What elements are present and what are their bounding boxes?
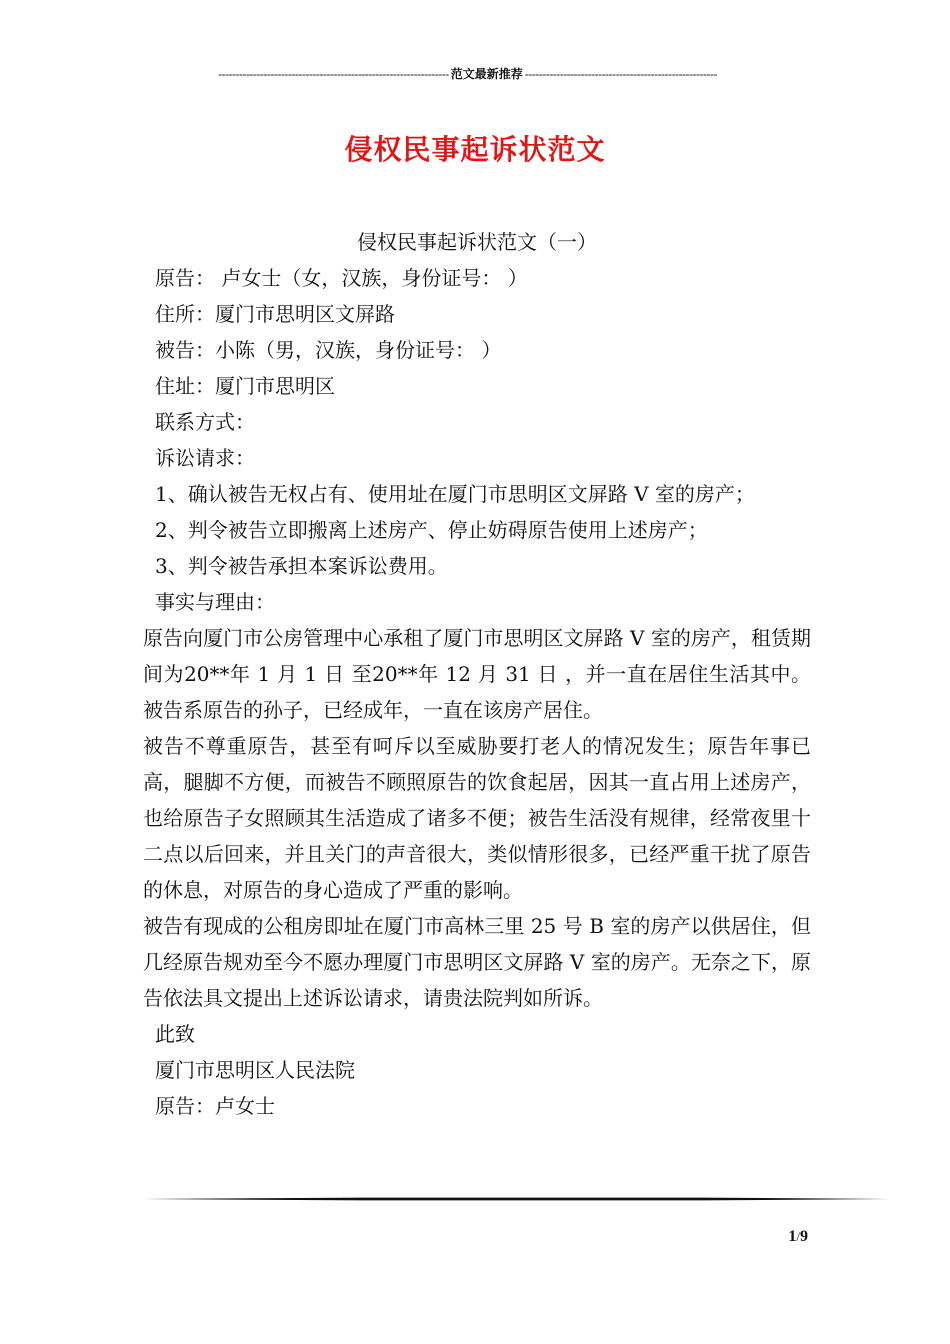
page-separator: / — [796, 1229, 800, 1244]
page-current: 1 — [788, 1228, 797, 1245]
defendant-address-line: 住址：厦门市思明区 — [155, 374, 335, 398]
facts-paragraph: 被告不尊重原告，甚至有呵斥以至威胁要打老人的情况发生；原告年事已高，腿脚不方便，而被告不顾照原告的饮食起居，因其一直占用上述房产，也给原告子女照顾其生活造成了诸多不便；被告生活没有规律，经常夜里十二点以后回来，并且关门的声音很大，类似情形很多，已经严重干扰了原告的休息，对原告的身心造成了严重的影响。 — [143, 734, 811, 902]
plaintiff-signature-line: 原告：卢女士 — [155, 1094, 275, 1118]
document-body — [143, 224, 811, 1124]
plaintiff-line: 原告： 卢女士（女，汉族，身份证号： ） — [155, 266, 528, 290]
page-header — [145, 66, 790, 82]
facts-paragraph: 原告向厦门市公房管理中心承租了厦门市思明区文屏路 V 室的房产，租赁期间为20**年 1 月 1 日 至20**年 12 月 31 日 ，并一直在居住生活其中。被告系原告的孙子，已经成年，一直在该房产居住。 — [143, 626, 811, 722]
claim-item: 3、判令被告承担本案诉讼费用。 — [155, 554, 448, 578]
closing-salutation: 此致 — [155, 1022, 195, 1046]
defendant-line: 被告：小陈（男，汉族，身份证号： ） — [155, 338, 502, 362]
plaintiff-address-line: 住所：厦门市思明区文屏路 — [155, 302, 395, 326]
contact-line: 联系方式： — [155, 410, 255, 434]
claim-item: 2、判令被告立即搬离上述房产、停止妨碍原告使用上述房产； — [155, 518, 708, 542]
facts-heading: 事实与理由： — [155, 590, 275, 614]
claim-item: 1、确认被告无权占有、使用址在厦门市思明区文屏路 V 室的房产； — [155, 482, 755, 506]
page-number — [740, 1228, 808, 1246]
header-label: 范文最新推荐 — [450, 67, 523, 81]
footer-divider — [143, 1196, 890, 1202]
court-name: 厦门市思明区人民法院 — [155, 1058, 355, 1082]
facts-paragraph: 被告有现成的公租房即址在厦门市高林三里 25 号 B 室的房产以供居住，但几经原告规劝至今不愿办理厦门市思明区文屏路 V 室的房产。无奈之下，原告依法具文提出上述诉讼请求，请贵法院判如所诉。 — [143, 914, 811, 1010]
header-dashes-right: ------------------------------------------------------- — [524, 67, 718, 81]
claims-heading: 诉讼请求： — [155, 446, 255, 470]
document-subtitle: 侵权民事起诉状范文（一） — [357, 230, 597, 254]
document-title: 侵权民事起诉状范文 — [344, 133, 606, 166]
header-dashes-left: ------------------------------------------------------------------ — [217, 67, 449, 81]
page-total: 9 — [800, 1228, 808, 1245]
